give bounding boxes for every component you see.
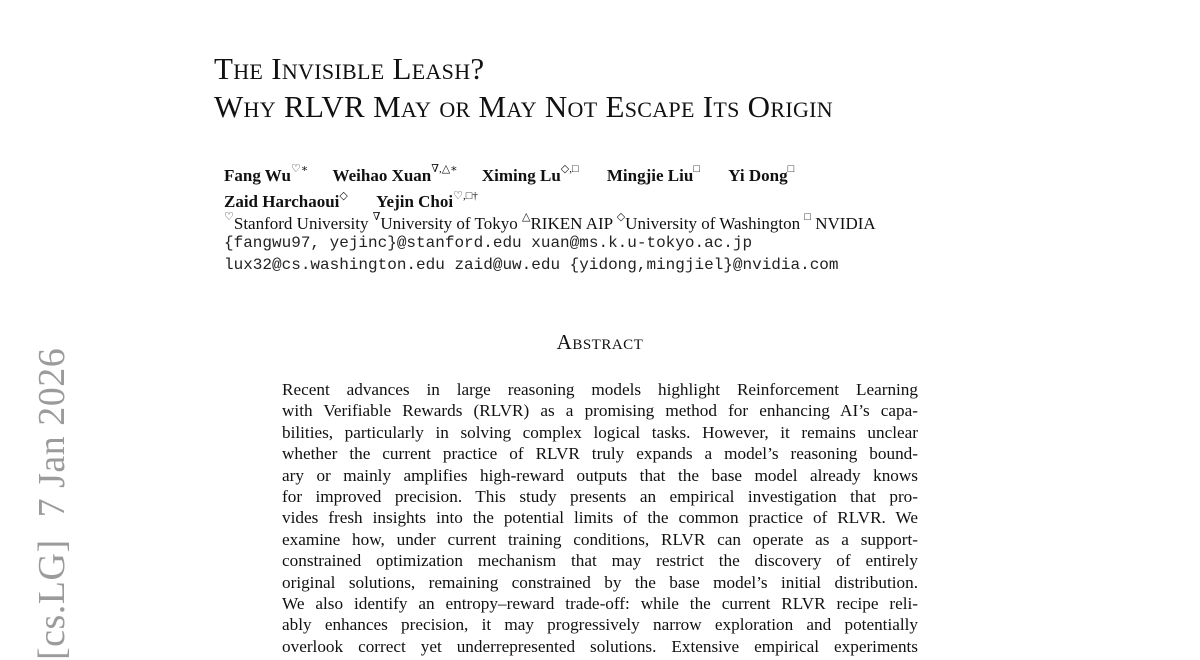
- author-name: Fang Wu♡∗: [224, 163, 309, 185]
- author-name: Yi Dong□: [728, 163, 795, 185]
- abstract-line: ary or mainly amplifies high-reward outputs that the base model already knows: [282, 465, 918, 485]
- abstract-body: [282, 379, 918, 657]
- abstract-line: Recent advances in large reasoning models highlight Reinforcement Learning: [282, 380, 918, 399]
- abstract-line: examine how, under current training conditions, RLVR can operate as a support-: [282, 529, 918, 549]
- author-line-1: [224, 160, 794, 187]
- abstract-heading: Abstract: [556, 330, 644, 354]
- arxiv-date: 7 Jan 2026: [31, 347, 73, 518]
- abstract-line: bilities, particularly in solving complex logical tasks. However, it remains unclear: [282, 422, 918, 442]
- abstract-line: for improved precision. This study presents an empirical investigation that pro-: [282, 487, 918, 507]
- abstract-line: whether the current practice of RLVR truly expands a model’s reasoning bound-: [282, 444, 918, 464]
- email-line-1: {fangwu97, yejinc}@stanford.edu xuan@ms.k.u-tokyo.ac.jp: [224, 234, 753, 252]
- author-name: Mingjie Liu□: [606, 163, 700, 185]
- affiliation: □ NVIDIA: [804, 211, 876, 233]
- abstract-line: overlook correct yet underrepresented solutions. Extensive empirical experiments: [282, 636, 918, 656]
- title-line-2: Why RLVR May or May Not Escape Its Origin: [214, 89, 833, 124]
- author-name: Ximing Lu◇,□: [481, 163, 579, 185]
- affiliation: ♡Stanford University: [224, 211, 369, 233]
- title-line-1: The Invisible Leash?: [214, 51, 485, 86]
- abstract-line: We also identify an entropy–reward trade-off: while the current RLVR recipe reli-: [282, 594, 918, 614]
- affiliations: [224, 208, 876, 235]
- abstract-line: constrained optimization mechanism that may restrict the discovery of entirely: [282, 551, 918, 571]
- author-name: Weihao Xuan∇,△∗: [332, 163, 458, 185]
- paper-title: [214, 50, 833, 126]
- abstract-line: vides fresh insights into the potential limits of the common practice of RLVR. We: [282, 508, 918, 528]
- author-list: [224, 160, 794, 213]
- affiliation: ◇University of Washington: [616, 211, 801, 233]
- author-name: Zaid Harchaoui◇: [224, 189, 348, 212]
- affiliation: ∇University of Tokyo: [372, 211, 518, 233]
- arxiv-category: [cs.LG]: [31, 539, 73, 660]
- email-line-2: lux32@cs.washington.edu zaid@uw.edu {yidong,mingjiel}@nvidia.com: [224, 256, 839, 274]
- abstract-line: with Verifiable Rewards (RLVR) as a promising method for enhancing AI’s capa-: [282, 401, 918, 421]
- author-name: Yejin Choi♡,□†: [376, 189, 478, 212]
- abstract-line: original solutions, remaining constrained by the base model’s initial distribution.: [282, 572, 918, 592]
- affiliation: △RIKEN AIP: [521, 211, 613, 233]
- abstract-line: ably enhances precision, it may progressively narrow exploration and potentially: [282, 615, 918, 635]
- arxiv-side-stamp: [30, 348, 74, 660]
